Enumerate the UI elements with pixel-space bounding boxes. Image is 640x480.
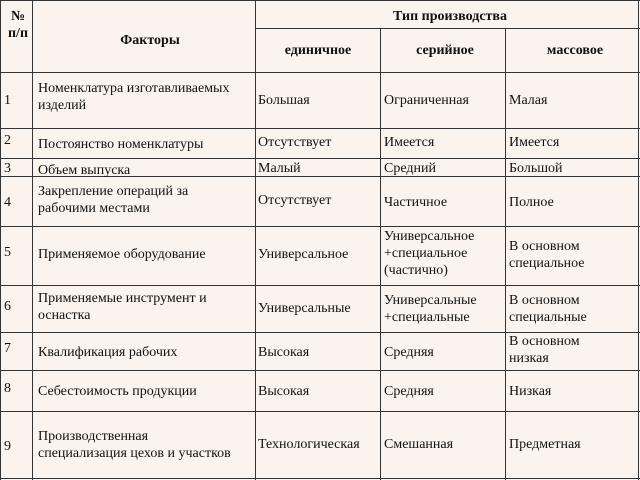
table-divider xyxy=(0,226,640,227)
serial-cell: Смешанная xyxy=(384,437,454,452)
table-divider xyxy=(0,411,640,412)
serial-cell: Средняя xyxy=(384,384,434,399)
single-cell: Отсутствует xyxy=(258,135,332,150)
factor-cell: Применяемое оборудование xyxy=(38,247,206,262)
row-number: 7 xyxy=(4,341,11,356)
factor-cell: Закрепление операций за рабочими местами xyxy=(38,184,189,216)
factor-cell: Квалификация рабочих xyxy=(38,345,178,360)
factor-cell: Объем выпуска xyxy=(38,163,131,178)
row-number: 9 xyxy=(4,439,11,454)
mass-cell: Малая xyxy=(509,93,548,108)
mass-cell: Имеется xyxy=(509,135,560,150)
serial-cell: Частичное xyxy=(384,195,448,210)
table-divider xyxy=(0,72,640,73)
mass-cell: В основном специальные xyxy=(509,293,587,325)
table-divider xyxy=(0,158,640,159)
table-divider xyxy=(380,28,381,480)
row-number: 4 xyxy=(4,195,11,210)
table-divider xyxy=(0,128,640,129)
mass-cell: Предметная xyxy=(509,437,581,452)
factor-cell: Производственная специализация цехов и участков xyxy=(38,429,231,461)
table-divider xyxy=(32,0,33,480)
table-divider xyxy=(255,0,256,480)
row-number: 3 xyxy=(4,161,11,176)
header-factors: Факторы xyxy=(120,33,180,48)
single-cell: Малый xyxy=(258,161,301,176)
row-number: 1 xyxy=(4,93,11,108)
row-number: 8 xyxy=(4,381,11,396)
mass-cell: Большой xyxy=(509,161,563,176)
header-single: единичное xyxy=(284,43,352,58)
header-number: № п/п xyxy=(7,9,29,41)
header-mass: массовое xyxy=(546,43,604,58)
table-divider xyxy=(255,28,640,29)
serial-cell: Имеется xyxy=(384,135,435,150)
single-cell: Высокая xyxy=(258,345,310,360)
mass-cell: Полное xyxy=(509,195,554,210)
factor-cell: Применяемые инструмент и оснастка xyxy=(38,291,207,323)
mass-cell: В основном специальное xyxy=(509,239,585,271)
single-cell: Отсутствует xyxy=(258,193,332,208)
single-cell: Технологическая xyxy=(258,437,360,452)
table-border-bottom xyxy=(0,478,640,479)
table-border-right xyxy=(638,0,639,480)
factor-cell: Постоянство номенклатуры xyxy=(38,137,204,152)
row-number: 6 xyxy=(4,299,11,314)
table-divider xyxy=(0,370,640,371)
factor-cell: Номенклатура изготавливаемых изделий xyxy=(38,81,230,113)
table-divider xyxy=(0,285,640,286)
table-border-left xyxy=(0,0,1,480)
row-number: 5 xyxy=(4,245,11,260)
serial-cell: Универсальное +специальное (частично) xyxy=(384,229,475,278)
mass-cell: В основном низкая xyxy=(509,334,580,366)
single-cell: Универсальное xyxy=(258,247,349,262)
factor-cell: Себестоимость продукции xyxy=(38,384,197,399)
single-cell: Высокая xyxy=(258,384,310,399)
serial-cell: Средний xyxy=(384,161,436,176)
single-cell: Большая xyxy=(258,93,310,108)
row-number: 2 xyxy=(4,133,11,148)
serial-cell: Средняя xyxy=(384,345,434,360)
single-cell: Универсальные xyxy=(258,301,351,316)
mass-cell: Низкая xyxy=(509,384,552,399)
header-production-type: Тип производства xyxy=(393,9,507,24)
table-divider xyxy=(505,28,506,480)
table-border-top xyxy=(0,0,640,1)
serial-cell: Универсальные +специальные xyxy=(384,293,477,325)
serial-cell: Ограниченная xyxy=(384,93,469,108)
header-serial: серийное xyxy=(416,43,474,58)
